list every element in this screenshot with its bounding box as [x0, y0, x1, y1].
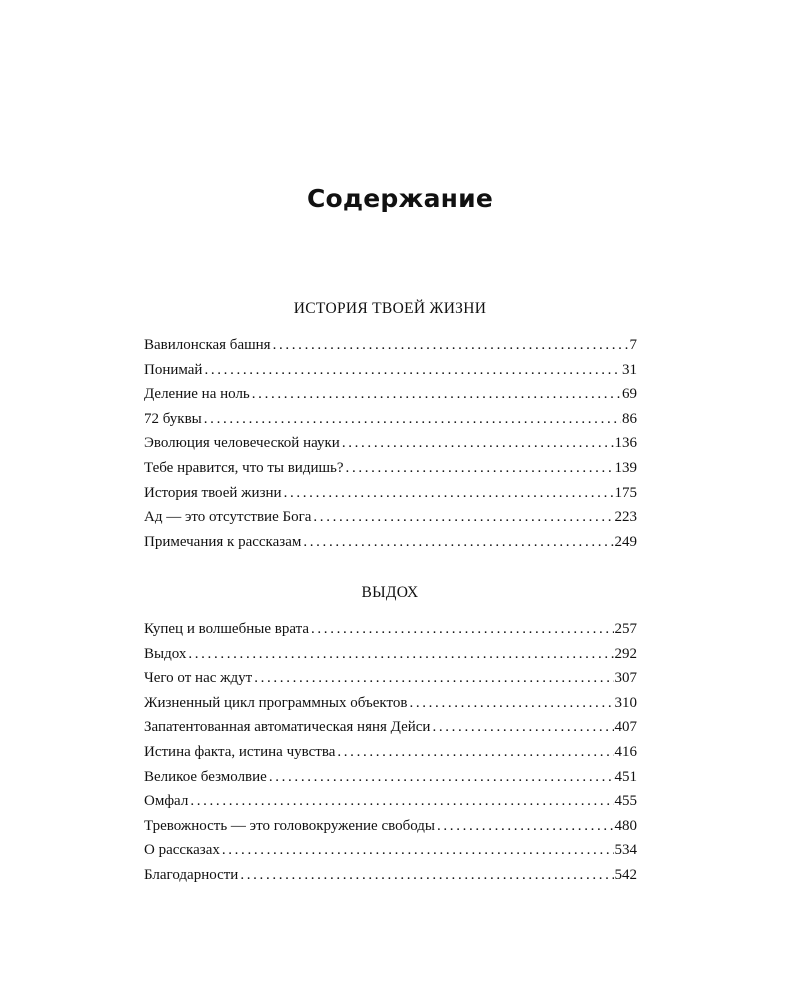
- toc-entry: [144, 644, 637, 669]
- toc-entry: [144, 693, 637, 718]
- entry-title: Купец и волшебные врата: [144, 621, 309, 637]
- dot-leader: [204, 360, 621, 380]
- toc-entry: [144, 767, 637, 792]
- entry-page-number: 455: [614, 793, 637, 810]
- entry-page-number: 86: [622, 410, 637, 427]
- toc-entry: [144, 433, 637, 458]
- entry-title: 72 буквы: [144, 410, 202, 427]
- entry-page-number: 307: [614, 670, 637, 687]
- dot-leader: [337, 742, 613, 762]
- dot-leader: [273, 335, 629, 355]
- toc-list-story-of-your-life: [144, 335, 637, 556]
- entry-title: История твоей жизни: [144, 484, 282, 501]
- entry-page-number: 451: [614, 768, 637, 785]
- toc-entry: [144, 458, 637, 483]
- dot-leader: [409, 693, 613, 713]
- entry-title: Выдох: [144, 645, 187, 662]
- dot-leader: [437, 816, 614, 836]
- dot-leader: [254, 668, 613, 688]
- entry-page-number: 136: [614, 435, 637, 452]
- dot-leader: [204, 409, 621, 429]
- entry-title: Деление на ноль: [144, 386, 250, 403]
- entry-title: Тревожность — это головокружение свободы: [144, 817, 435, 834]
- entry-page-number: 310: [614, 694, 637, 711]
- dot-leader: [252, 384, 621, 404]
- entry-page-number: 480: [614, 817, 637, 834]
- entry-page-number: 69: [622, 386, 637, 403]
- dot-leader: [222, 840, 614, 860]
- entry-page-number: 407: [614, 719, 637, 736]
- dot-leader: [311, 619, 614, 639]
- dot-leader: [346, 458, 614, 478]
- entry-page-number: 223: [614, 509, 637, 526]
- toc-entry: [144, 840, 637, 865]
- entry-title: Примечания к рассказам: [144, 533, 302, 550]
- toc-entry: [144, 507, 637, 532]
- dot-leader: [432, 717, 613, 737]
- dot-leader: [269, 767, 614, 787]
- entry-title: Истина факта, истина чувства: [144, 743, 336, 760]
- toc-entry: [144, 717, 637, 742]
- dot-leader: [342, 433, 614, 453]
- entry-title: Тебе нравится, что ты видишь?: [144, 459, 344, 476]
- toc-entry: [144, 668, 637, 693]
- entry-title: Чего от нас ждут: [144, 670, 253, 687]
- entry-title: О рассказах: [144, 842, 220, 859]
- toc-entry: [144, 335, 637, 360]
- entry-title: Благодарности: [144, 866, 239, 883]
- toc-entry: [144, 865, 637, 890]
- toc-entry: [144, 532, 637, 557]
- entry-title: Омфал: [144, 793, 189, 810]
- toc-entry: [144, 384, 637, 409]
- dot-leader: [284, 483, 614, 503]
- toc-entry: [144, 619, 637, 644]
- toc-list-exhalation: [144, 619, 637, 890]
- section-heading-story-of-your-life: ИСТОРИЯ ТВОЕЙ ЖИЗНИ: [293, 300, 487, 317]
- section-heading-exhalation: ВЫДОХ: [361, 584, 419, 601]
- entry-page-number: 249: [614, 533, 637, 550]
- entry-page-number: 31: [622, 361, 637, 378]
- entry-title: Вавилонская башня: [144, 337, 271, 353]
- entry-page-number: 7: [629, 337, 637, 353]
- toc-entry: [144, 409, 637, 434]
- toc-entry: [144, 483, 637, 508]
- entry-title: Жизненный цикл программных объектов: [144, 694, 408, 711]
- entry-page-number: 542: [614, 866, 637, 883]
- entry-page-number: 534: [614, 842, 637, 859]
- dot-leader: [313, 507, 613, 527]
- dot-leader: [190, 791, 613, 811]
- dot-leader: [188, 644, 613, 664]
- entry-title: Ад — это отсутствие Бога: [144, 509, 312, 526]
- toc-entry: [144, 816, 637, 841]
- entry-page-number: 257: [614, 621, 637, 637]
- entry-page-number: 416: [614, 743, 637, 760]
- dot-leader: [303, 532, 613, 552]
- entry-title: Великое безмолвие: [144, 768, 267, 785]
- toc-entry: [144, 791, 637, 816]
- entry-title: Запатентованная автоматическая няня Дейси: [144, 719, 431, 736]
- toc-entry: [144, 742, 637, 767]
- page-title: Содержание: [306, 183, 494, 213]
- entry-page-number: 292: [614, 645, 637, 662]
- entry-page-number: 175: [614, 484, 637, 501]
- dot-leader: [240, 865, 613, 885]
- entry-title: Эволюция человеческой науки: [144, 435, 340, 452]
- entry-page-number: 139: [614, 459, 637, 476]
- toc-entry: [144, 360, 637, 385]
- entry-title: Понимай: [144, 361, 203, 378]
